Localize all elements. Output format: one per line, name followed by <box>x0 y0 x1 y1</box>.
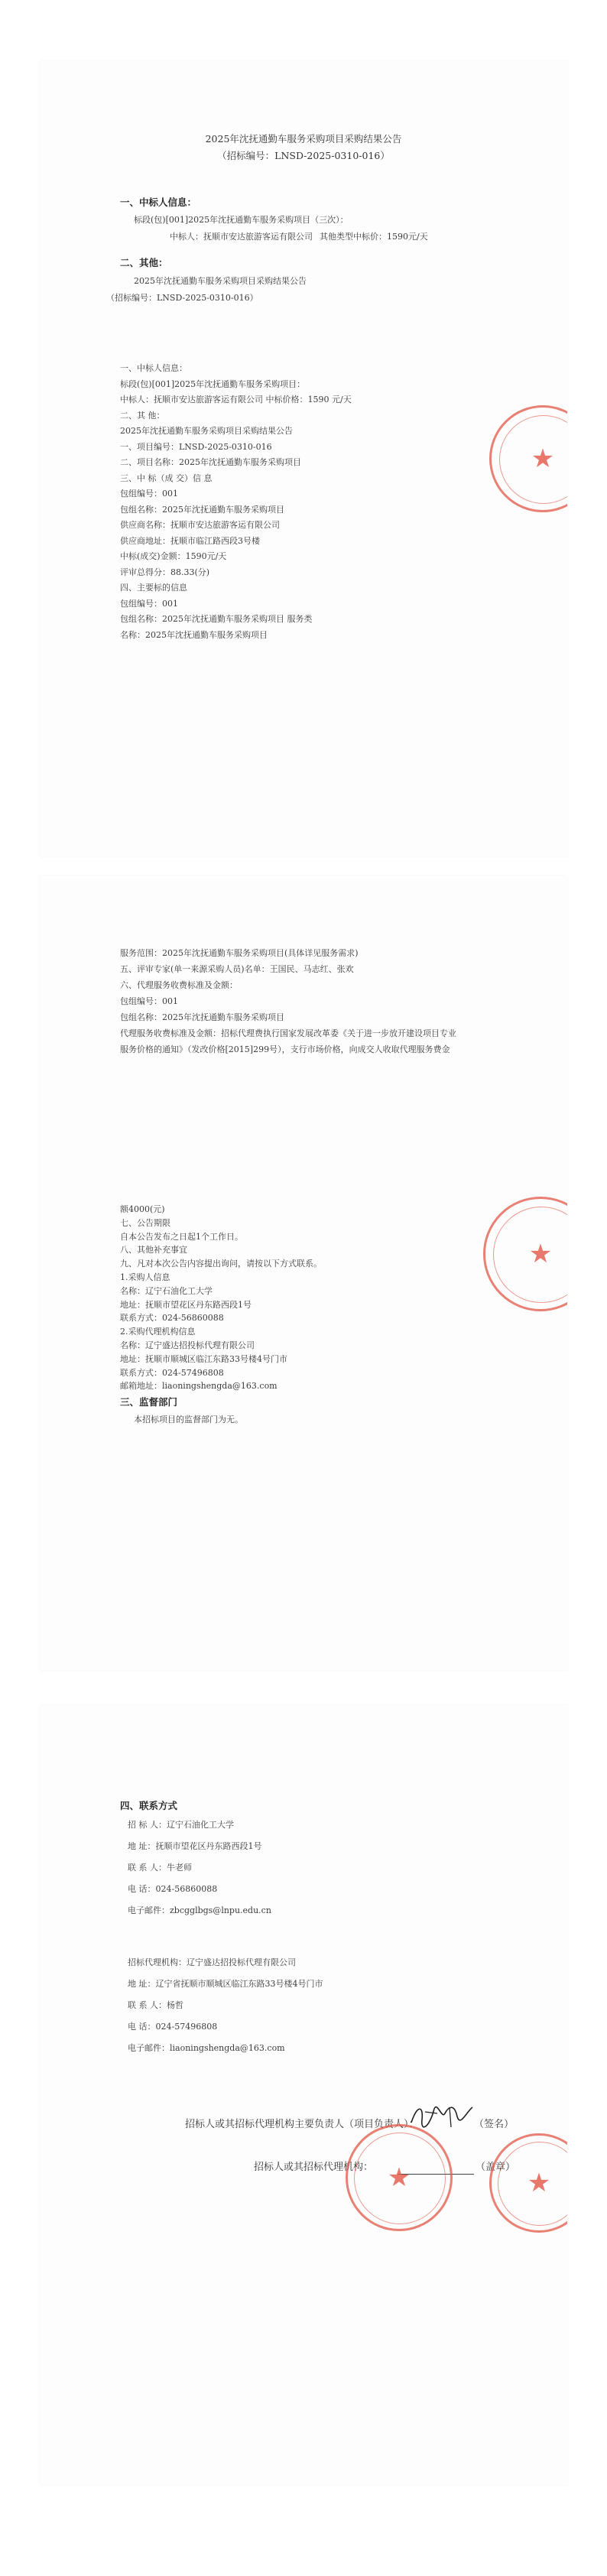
winner-lot: 标段(包)[001]2025年沈抚通勤车服务采购项目（三次）： <box>134 215 349 225</box>
official-seal-agency: ★ <box>346 2124 453 2231</box>
stamp-line-suffix: （盖章） <box>476 2162 516 2173</box>
body1-line: 三、中 标（成 交）信 息 <box>120 473 213 483</box>
body1-line: 评审总得分：88.33(分) <box>120 567 210 577</box>
section-supervision-heading: 三、监督部门 <box>120 1396 178 1408</box>
body1-line: 二、其 他： <box>120 410 165 421</box>
body1-line: 中标人：抚顺市安达旅游客运有限公司 中标价格：1590 元/天 <box>120 395 352 404</box>
body3-line: 名称：辽宁盛达招投标代理有限公司 <box>120 1340 255 1350</box>
body2-line: 服务范围：2025年沈抚通勤车服务采购项目(具体详见服务需求) <box>120 948 359 958</box>
body2-line: 代理服务收费标准及金额：招标代理费执行国家发展改革委《关于进一步放开建设项目专业 <box>120 1028 456 1038</box>
body3-line: 自本公告发布之日起1个工作日。 <box>120 1231 243 1242</box>
body3-line: 联系方式：024-56860088 <box>120 1313 224 1324</box>
body1-line: 中标(成交)金额：1590元/天 <box>120 551 227 561</box>
body1-line: 一、中标人信息： <box>120 363 187 373</box>
winner-name: 中标人：抚顺市安达旅游客运有限公司 <box>170 232 313 242</box>
document-page-1 <box>40 61 567 856</box>
document-page-2 <box>40 875 567 1671</box>
buyer-contact-line: 招 标 人：辽宁石油化工大学 <box>128 1820 234 1830</box>
supervision-text: 本招标项目的监督部门为无。 <box>134 1415 243 1424</box>
body1-line: 包组编号：001 <box>120 489 178 499</box>
official-seal-partial-3: ★ <box>489 2133 567 2233</box>
section-other-heading: 二、其他： <box>120 257 168 268</box>
official-seal-partial-2: ★ <box>476 1197 567 1311</box>
body3-line: 名称：辽宁石油化工大学 <box>120 1285 213 1296</box>
body1-line: 包组名称：2025年沈抚通勤车服务采购项目 <box>120 504 284 515</box>
buyer-contact-line: 电 话：024-56860088 <box>128 1884 218 1894</box>
body2-line: 包组编号：001 <box>120 996 178 1006</box>
document-tender-number: （招标编号：LNSD-2025-0310-016） <box>217 150 390 161</box>
body2-line: 五、评审专家(单一来源采购人员)名单：王国民、马志红、张欢 <box>120 964 354 974</box>
signature-line-suffix: （签名） <box>474 2119 514 2130</box>
agent-contact-line: 招标代理机构：辽宁盛达招投标代理有限公司 <box>128 1957 296 1967</box>
body3-line: 地址：抚顺市顺城区临江东路33号楼4号门市 <box>120 1353 287 1364</box>
document-page-3 <box>40 1705 567 2485</box>
buyer-contact-line: 地 址：抚顺市望花区丹东路西段1号 <box>128 1841 262 1851</box>
body1-line: 名称：2025年沈抚通勤车服务采购项目 <box>120 629 268 640</box>
signature-line-label: 招标人或其招标代理机构主要负责人（项目负责人）： <box>185 2119 419 2130</box>
body1-line: 四、主要标的信息 <box>120 583 187 593</box>
body3-line: 七、公告期限 <box>120 1217 170 1228</box>
body1-line: 包组名称：2025年沈抚通勤车服务采购项目 服务类 <box>120 614 313 624</box>
body1-line: 二、项目名称：2025年沈抚通勤车服务采购项目 <box>120 457 301 467</box>
winner-price: 其他类型中标价：1590元/天 <box>320 232 428 242</box>
body1-line: 供应商地址：抚顺市临江路西段3号楼 <box>120 535 260 546</box>
body3-line: 联系方式：024-57496808 <box>120 1367 224 1378</box>
body2-line: 六、代理服务收费标准及金额： <box>120 980 238 990</box>
body3-line: 邮箱地址：liaoningshengda@163.com <box>120 1381 278 1392</box>
body1-line: 包组编号：001 <box>120 598 178 609</box>
official-seal-partial-1: ★ <box>489 405 567 512</box>
body1-line: 标段(包)[001]2025年沈抚通勤车服务采购项目： <box>120 378 306 389</box>
body3-line: 2.采购代理机构信息 <box>120 1327 196 1337</box>
body2-line: 包组名称：2025年沈抚通勤车服务采购项目 <box>120 1012 284 1022</box>
body3-line: 八、其他补充事宜 <box>120 1245 187 1256</box>
body1-line: 一、项目编号：LNSD-2025-0310-016 <box>120 441 272 452</box>
agent-contact-line: 地 址：辽宁省抚顺市顺城区临江东路33号楼4号门市 <box>128 1979 323 1989</box>
body3-line: 1.采购人信息 <box>120 1272 170 1282</box>
stamp-line-label: 招标人或其招标代理机构： <box>254 2162 374 2173</box>
section-contact-heading: 四、联系方式 <box>120 1800 178 1811</box>
body3-line: 九、凡对本次公告内容提出询问，请按以下方式联系。 <box>120 1259 322 1269</box>
body2-line: 服务价格的通知》（发改价格[2015]299号），支行市场价格，向成交人收取代理服务费金 <box>120 1044 450 1054</box>
body1-line: 2025年沈抚通勤车服务采购项目采购结果公告 <box>120 426 293 436</box>
agent-contact-line: 联 系 人：杨哲 <box>128 2000 183 2010</box>
other-line-1: 2025年沈抚通勤车服务采购项目采购结果公告 <box>134 276 307 286</box>
section-winner-heading: 一、中标人信息： <box>120 197 197 208</box>
other-line-2: （招标编号：LNSD-2025-0310-016） <box>106 293 258 303</box>
buyer-contact-line: 联 系 人：牛老师 <box>128 1863 192 1873</box>
document-title: 2025年沈抚通勤车服务采购项目采购结果公告 <box>205 133 402 145</box>
buyer-contact-line: 电子邮件：zbcgglbgs@lnpu.edu.cn <box>128 1905 271 1915</box>
agent-contact-line: 电子邮件：liaoningshengda@163.com <box>128 2043 285 2053</box>
body3-line: 额4000(元) <box>120 1204 165 1214</box>
body1-line: 供应商名称：抚顺市安达旅游客运有限公司 <box>120 520 280 530</box>
agent-contact-line: 电 话：024-57496808 <box>128 2022 218 2032</box>
body3-line: 地址：抚顺市望花区丹东路西段1号 <box>120 1299 252 1310</box>
